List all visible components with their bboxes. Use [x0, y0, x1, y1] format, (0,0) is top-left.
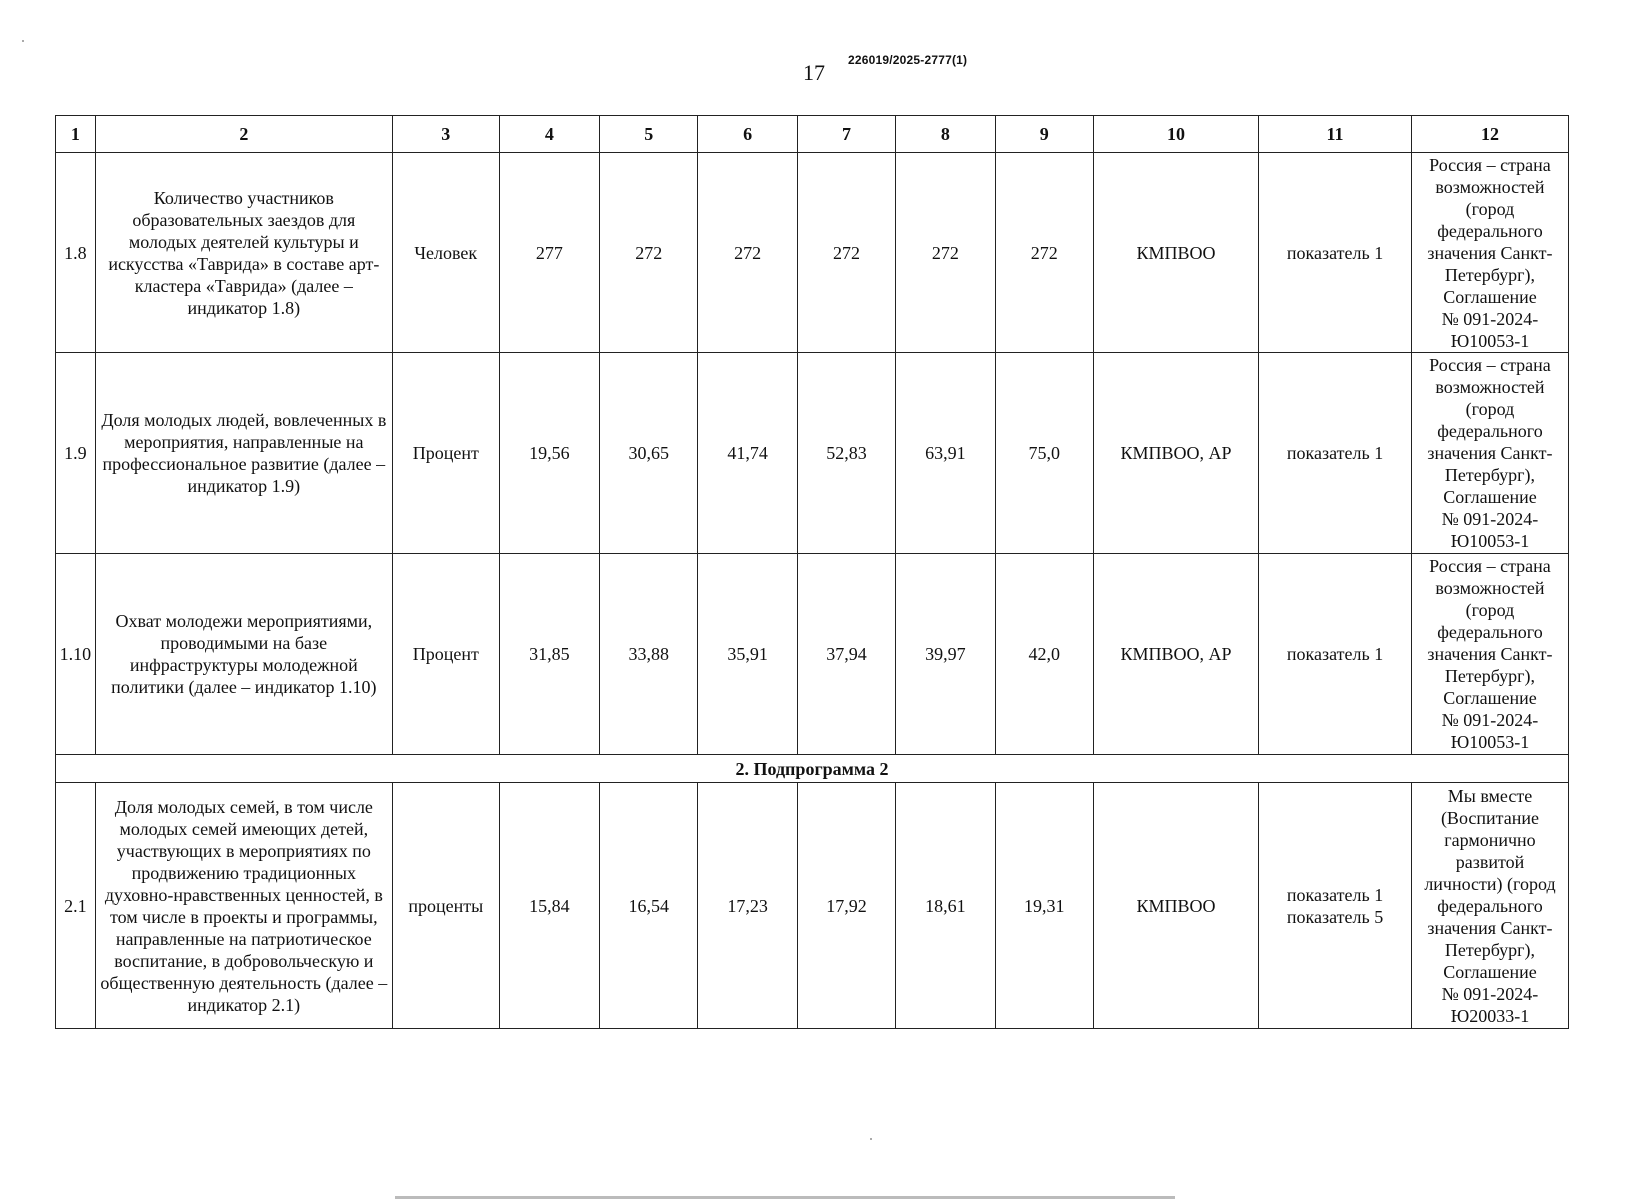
program-line: Соглашение: [1443, 688, 1537, 708]
unit-cell: Человек: [392, 153, 499, 353]
program-line: № 091-2024-: [1441, 509, 1539, 529]
program-cell: [1411, 783, 1568, 1029]
program-line: Мы вместе: [1447, 785, 1533, 806]
program-line: Ю10053-1: [1450, 531, 1530, 551]
program-line: личности) (город: [1424, 873, 1556, 894]
program-line: (Воспитание: [1440, 807, 1539, 828]
value-cell: 15,84: [499, 783, 599, 1029]
value-cell: 16,54: [600, 783, 698, 1029]
column-header: 4: [499, 116, 599, 153]
value-cell: 277: [499, 153, 599, 353]
indicator-line: показатель 1: [1286, 443, 1384, 463]
program-cell: [1411, 153, 1568, 353]
program-line: возможностей: [1435, 176, 1545, 197]
unit-cell: Процент: [392, 554, 499, 755]
row-number: 2.1: [56, 783, 96, 1029]
table-header-row: [56, 116, 1569, 153]
value-cell: 33,88: [600, 554, 698, 755]
column-header: 6: [698, 116, 797, 153]
indicator-cell: [1259, 554, 1412, 755]
column-header: 9: [995, 116, 1093, 153]
program-line: гармонично: [1444, 829, 1536, 850]
indicator-description: Доля молодых семей, в том числе молодых семей имеющих детей, участвующих в мероприятиях по продвижению традиционных духовно-нравственных ценностей, в том числе в проекты и программы, направленные на патриотическое воспитание, в добровольческую и общественную деятельность (далее – индикатор 2.1): [95, 783, 392, 1029]
program-line: Россия – страна: [1429, 556, 1551, 576]
row-number: 1.8: [56, 153, 96, 353]
program-line: возможностей: [1435, 578, 1545, 598]
program-line: (город: [1465, 399, 1515, 419]
unit-cell: Процент: [392, 353, 499, 554]
value-cell: 30,65: [600, 353, 698, 554]
program-line: значения Санкт-: [1427, 917, 1553, 938]
section-title: 2. Подпрограмма 2: [56, 755, 1569, 783]
value-cell: 272: [698, 153, 797, 353]
program-line: значения Санкт-: [1427, 242, 1553, 263]
indicator-cell: [1259, 783, 1412, 1029]
value-cell: 75,0: [995, 353, 1093, 554]
program-line: значения Санкт-: [1427, 443, 1553, 463]
value-cell: 272: [896, 153, 995, 353]
program-line: федерального: [1437, 220, 1543, 241]
indicator-cell: [1259, 353, 1412, 554]
value-cell: 272: [600, 153, 698, 353]
value-cell: 39,97: [896, 554, 995, 755]
program-line: Соглашение: [1443, 961, 1537, 982]
value-cell: 37,94: [797, 554, 895, 755]
program-line: Россия – страна: [1429, 355, 1551, 375]
indicator-description: Количество участников образовательных заездов для молодых деятелей культуры и искусства «Таврида» в составе арт-кластера «Таврида» (далее – индикатор 1.8): [95, 153, 392, 353]
program-line: федерального: [1437, 622, 1543, 642]
executor-cell: КМПВОО, АР: [1093, 554, 1258, 755]
column-header: 11: [1259, 116, 1412, 153]
table-row: [56, 783, 1569, 1029]
program-line: Соглашение: [1443, 286, 1537, 307]
page-number: 17: [803, 60, 825, 85]
program-line: значения Санкт-: [1427, 644, 1553, 664]
program-line: № 091-2024-: [1441, 710, 1539, 730]
table-row: [56, 353, 1569, 554]
section-row: [56, 755, 1569, 783]
indicator-line: показатель 1: [1286, 644, 1384, 664]
value-cell: 18,61: [896, 783, 995, 1029]
value-cell: 17,23: [698, 783, 797, 1029]
program-line: Петербург),: [1444, 264, 1536, 285]
value-cell: 41,74: [698, 353, 797, 554]
value-cell: 272: [995, 153, 1093, 353]
program-line: Ю10053-1: [1450, 732, 1530, 752]
program-line: возможностей: [1435, 377, 1545, 397]
column-header: 3: [392, 116, 499, 153]
program-line: Ю20033-1: [1450, 1005, 1530, 1026]
program-line: федерального: [1437, 895, 1543, 916]
executor-cell: КМПВОО: [1093, 783, 1258, 1029]
program-line: № 091-2024-: [1441, 308, 1539, 329]
column-header: 8: [896, 116, 995, 153]
indicator-cell: [1259, 153, 1412, 353]
unit-cell: проценты: [392, 783, 499, 1029]
column-header: 5: [600, 116, 698, 153]
program-line: Соглашение: [1443, 487, 1537, 507]
indicator-line: показатель 1: [1286, 242, 1384, 263]
value-cell: 63,91: [896, 353, 995, 554]
scan-speck: [22, 40, 24, 42]
value-cell: 19,31: [995, 783, 1093, 1029]
indicators-table: [55, 115, 1569, 1029]
value-cell: 52,83: [797, 353, 895, 554]
program-line: Петербург),: [1444, 939, 1536, 960]
value-cell: 35,91: [698, 554, 797, 755]
program-line: № 091-2024-: [1441, 983, 1539, 1004]
executor-cell: КМПВОО: [1093, 153, 1258, 353]
program-line: (город: [1465, 198, 1515, 219]
table-row: [56, 554, 1569, 755]
program-cell: [1411, 353, 1568, 554]
program-line: Петербург),: [1444, 666, 1536, 686]
indicator-line: показатель 5: [1286, 906, 1384, 927]
column-header: 7: [797, 116, 895, 153]
scan-edge-line: [395, 1196, 1175, 1199]
row-number: 1.10: [56, 554, 96, 755]
program-line: (город: [1465, 600, 1515, 620]
row-number: 1.9: [56, 353, 96, 554]
table-row: [56, 153, 1569, 353]
column-header: 1: [56, 116, 96, 153]
program-line: Россия – страна: [1429, 154, 1551, 175]
value-cell: 19,56: [499, 353, 599, 554]
indicator-description: Охват молодежи мероприятиями, проводимыми на базе инфраструктуры молодежной политики (далее – индикатор 1.10): [95, 554, 392, 755]
indicator-line: показатель 1: [1286, 884, 1384, 905]
program-line: Ю10053-1: [1450, 330, 1530, 351]
column-header: 2: [95, 116, 392, 153]
value-cell: 17,92: [797, 783, 895, 1029]
program-cell: [1411, 554, 1568, 755]
program-line: федерального: [1437, 421, 1543, 441]
value-cell: 272: [797, 153, 895, 353]
value-cell: 42,0: [995, 554, 1093, 755]
column-header: 10: [1093, 116, 1258, 153]
indicator-description: Доля молодых людей, вовлеченных в мероприятия, направленные на профессиональное развитие (далее – индикатор 1.9): [95, 353, 392, 554]
program-line: развитой: [1455, 851, 1525, 872]
scan-speck: [870, 1138, 872, 1140]
column-header: 12: [1411, 116, 1568, 153]
value-cell: 31,85: [499, 554, 599, 755]
program-line: Петербург),: [1444, 465, 1536, 485]
document-id: 226019/2025-2777(1): [848, 53, 968, 67]
executor-cell: КМПВОО, АР: [1093, 353, 1258, 554]
